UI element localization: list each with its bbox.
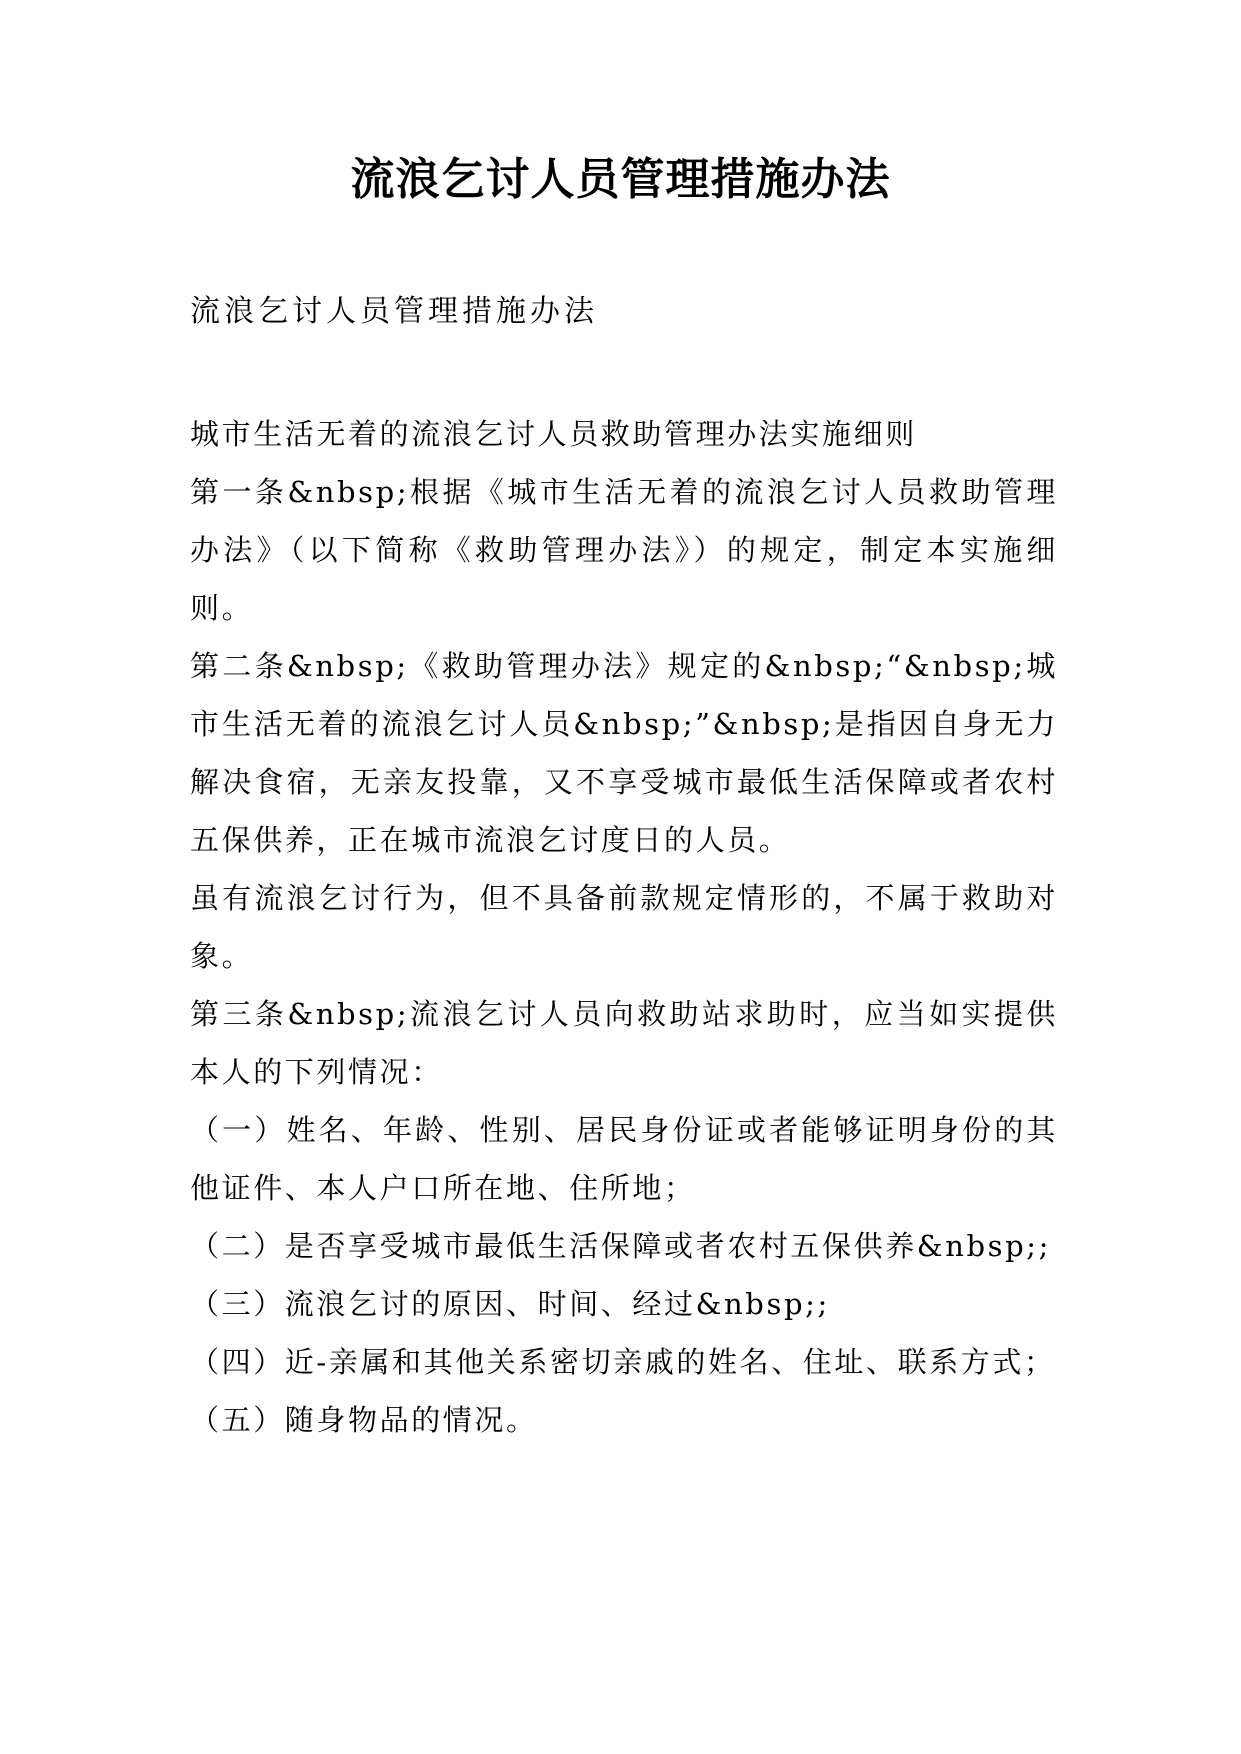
- document-body: [190, 405, 1058, 1449]
- paragraph-article-1: 第一条&nbsp;根据《城市生活无着的流浪乞讨人员救助管理办法》（以下简称《救助管理办法》）的规定，制定本实施细则。: [190, 475, 1058, 625]
- paragraph-item-3: （三）流浪乞讨的原因、时间、经过&nbsp;;: [190, 1287, 830, 1321]
- document-title: 流浪乞讨人员管理措施办法: [350, 154, 891, 205]
- paragraph-item-5: （五）随身物品的情况。: [190, 1403, 538, 1437]
- document-subtitle: 流浪乞讨人员管理措施办法: [190, 294, 598, 329]
- paragraph-article-3: 第三条&nbsp;流浪乞讨人员向救助站求助时，应当如实提供本人的下列情况：: [190, 997, 1058, 1089]
- paragraph-heading: 城市生活无着的流浪乞讨人员救助管理办法实施细则: [190, 417, 917, 451]
- paragraph-article-2-note: 虽有流浪乞讨行为，但不具备前款规定情形的，不属于救助对象。: [190, 881, 1058, 973]
- paragraph-item-4: （四）近-亲属和其他关系密切亲戚的姓名、住址、联系方式；: [190, 1345, 1056, 1379]
- paragraph-item-1: （一）姓名、年龄、性别、居民身份证或者能够证明身份的其他证件、本人户口所在地、住所地；: [190, 1113, 1058, 1205]
- paragraph-item-2: （二）是否享受城市最低生活保障或者农村五保供养&nbsp;;: [190, 1229, 1052, 1263]
- paragraph-article-2: 第二条&nbsp;《救助管理办法》规定的&nbsp;“&nbsp;城市生活无着的流浪乞讨人员&nbsp;”&nbsp;是指因自身无力解决食宿，无亲友投靠，又不享受城市最低生活保障或者农村五保供养，正在城市流浪乞讨度日的人员。: [190, 649, 1058, 857]
